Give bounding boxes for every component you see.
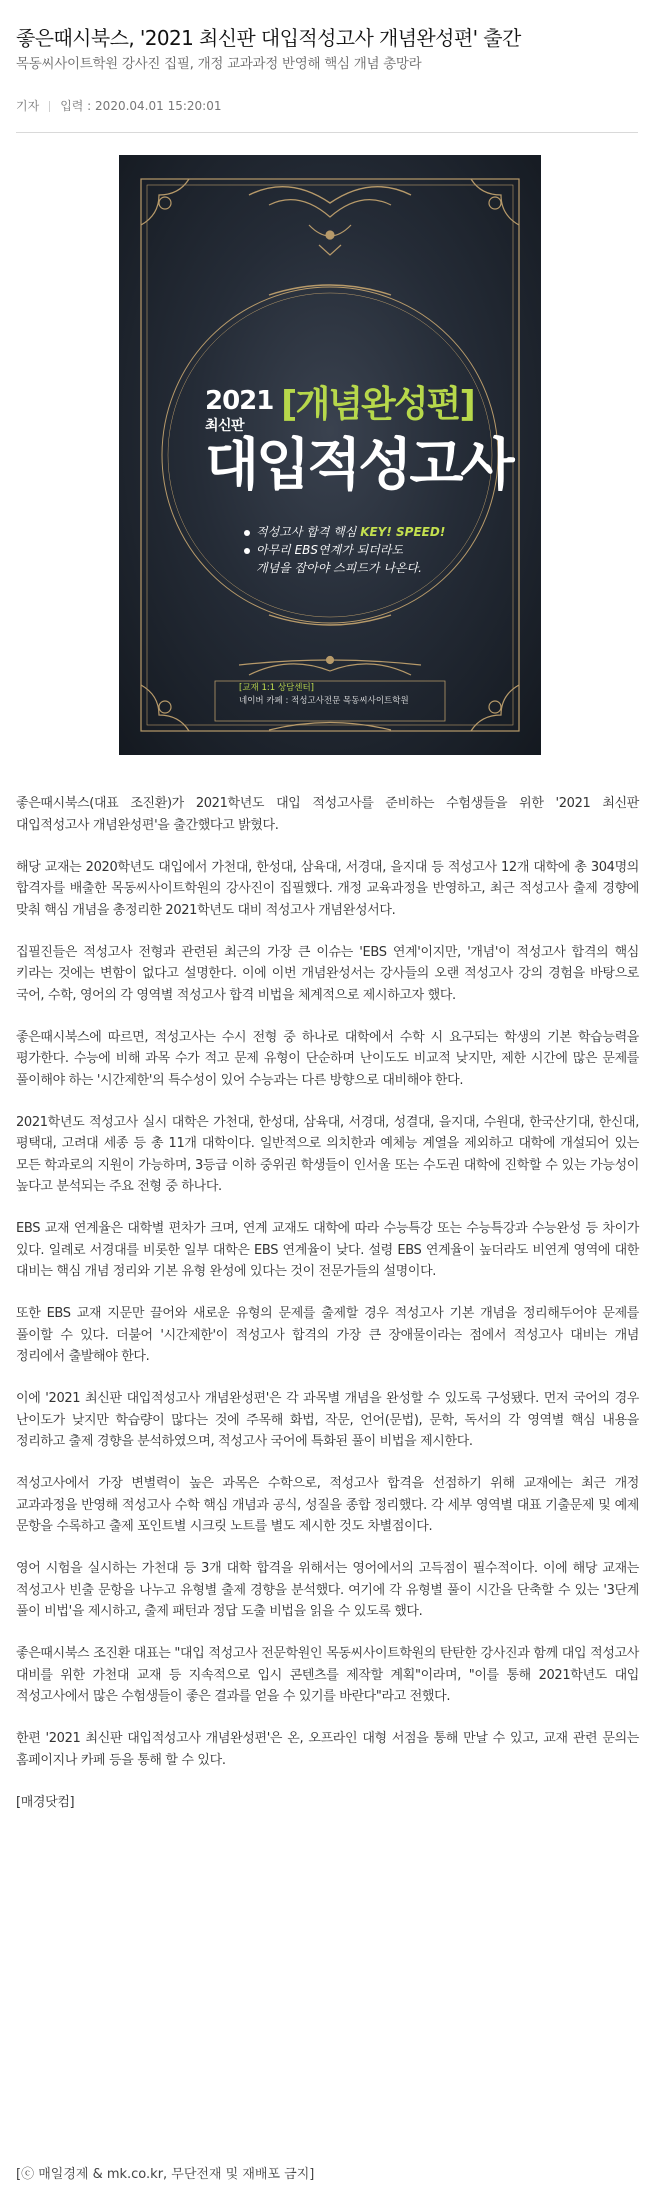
article-paragraph: 한편 '2021 최신판 대입적성고사 개념완성편'은 온, 오프라인 대형 서점을 통해 만날 수 있고, 교재 관련 문의는 홈페이지나 카페 등을 통해 할 수 있다. xyxy=(16,1731,639,1768)
cover-footer xyxy=(239,682,409,708)
cover-edition: 최신판 xyxy=(205,418,245,434)
cover-series: [개념완성편] xyxy=(281,384,474,425)
cover-bullet-1 xyxy=(244,523,445,541)
source-credit: [매경닷컴] xyxy=(16,1794,75,1810)
article-paragraph: 해당 교재는 2020학년도 대입에서 가천대, 한성대, 삼육대, 서경대, 을지대 등 적성고사 12개 대학에 총 304명의 합격자를 배출한 목동씨사이트학원의 강사진이 집필했다. 개정 교육과정을 반영하고, 최근 적성고사 출제 경향에 맞춰 핵심 개념을 총정리한 2021학년도 대비 적성고사 개념완성서다. xyxy=(16,859,639,918)
article-paragraph: 2021학년도 적성고사 실시 대학은 가천대, 한성대, 삼육대, 서경대, 성결대, 을지대, 수원대, 한국산기대, 한신대, 평택대, 고려대 세종 등 총 11개 대학이다. 일반적으로 의치한과 예체능 계열을 제외하고 대학에 개설되어 있는 모든 학과로의 지원이 가능하며, 3등급 이하 중위권 학생들이 인서울 또는 수도권 대학에 진학할 수 있는 가능성이 높다고 분석되는 주요 전형 중 하나다. xyxy=(16,1114,639,1194)
meta-separator xyxy=(49,101,50,112)
bullet-dot-icon xyxy=(244,548,250,554)
cover-main-title: 대입적성고사 xyxy=(205,433,512,498)
book-cover-image xyxy=(119,155,541,755)
article-subtitle: 목동씨사이트학원 강사진 집필, 개정 교과과정 반영해 핵심 개념 총망라 xyxy=(16,56,422,72)
cover-footer-tag: [교재 1:1 상담센터] xyxy=(239,683,314,693)
cover-bullet-2 xyxy=(244,541,445,559)
cover-text xyxy=(119,155,541,755)
cover-footer-cafe: 네이버 카페 : 적성고사전문 목동씨사이트학원 xyxy=(239,696,409,706)
article-paragraph: 좋은때시북스(대표 조진환)가 2021학년도 대입 적성고사를 준비하는 수험생들을 위한 '2021 최신판 대입적성고사 개념완성편'을 출간했다고 밝혔다. xyxy=(16,796,639,833)
cover-year: 2021 xyxy=(205,386,274,416)
publish-date: 입력 : 2020.04.01 15:20:01 xyxy=(60,99,222,113)
article-paragraph: 영어 시험을 실시하는 가천대 등 3개 대학 합격을 위해서는 영어에서의 고득점이 필수적이다. 이에 해당 교재는 적성고사 빈출 문항을 나누고 유형별 출제 경향을 분석했다. 여기에 각 유형별 풀이 시간을 단축할 수 있는 '3단계 풀이 비법'을 제시하고, 출제 패턴과 정답 도출 비법을 읽을 수 있도록 했다. xyxy=(16,1561,639,1619)
bullet-2-line-2: 개념을 잡아야 스피드가 나온다. xyxy=(256,561,422,575)
article-body xyxy=(16,793,639,1834)
article-paragraph: 집필진들은 적성고사 전형과 관련된 최근의 가장 큰 이슈는 'EBS 연계'이지만, '개념'이 적성고사 합격의 핵심 키라는 것에는 변함이 없다고 설명한다. 이에 이번 개념완성서는 강사들의 오랜 적성고사 강의 경험을 바탕으로 국어, 수학, 영어의 각 영역별 적성고사 합격 비법을 체계적으로 제시하고자 했다. xyxy=(16,944,639,1003)
article-meta xyxy=(16,97,221,115)
bullet-2-line-1: 아무리 EBS연계가 되더라도 xyxy=(256,543,403,557)
article-paragraph: 이에 '2021 최신판 대입적성고사 개념완성편'은 각 과목별 개념을 완성할 수 있도록 구성됐다. 먼저 국어의 경우 난이도가 낮지만 학습량이 많다는 것에 주목해 화법, 작문, 언어(문법), 문학, 독서의 각 영역별 핵심 내용을 정리하고 출제 경향을 분석하였으며, 적성고사 국어에 특화된 풀이 비법을 제시한다. xyxy=(16,1391,639,1449)
article-paragraph: 적성고사에서 가장 변별력이 높은 과목은 수학으로, 적성고사 합격을 선점하기 위해 교재에는 최근 개정 교과과정을 반영해 적성고사 수학 핵심 개념과 공식, 성질을 종합 정리했다. 각 세부 영역별 대표 기출문제 및 예제 문항을 수록하고 출제 포인트별 시크릿 노트를 별도 제시한 것도 차별점이다. xyxy=(16,1476,639,1534)
cover-bullets xyxy=(244,523,445,577)
article-title: 좋은때시북스, '2021 최신판 대입적성고사 개념완성편' 출간 xyxy=(16,26,521,51)
bullet-1-highlight: KEY! SPEED! xyxy=(360,525,446,539)
bullet-dot-icon xyxy=(244,530,250,536)
header-divider xyxy=(16,132,638,133)
article-paragraph: 좋은때시북스 조진환 대표는 "대입 적성고사 전문학원인 목동씨사이트학원의 탄탄한 강사진과 함께 대입 적성고사 대비를 위한 가천대 교재 등 지속적으로 입시 콘텐츠를 제작할 계획"이라며, "이를 통해 2021학년도 대입 적성고사에서 많은 수험생들이 좋은 결과를 얻을 수 있기를 바란다"라고 전했다. xyxy=(16,1646,639,1704)
bullet-1-text: 적성고사 합격 핵심 xyxy=(256,525,361,539)
article-paragraph: 또한 EBS 교재 지문만 끌어와 새로운 유형의 문제를 출제할 경우 적성고사 기본 개념을 정리해두어야 문제를 풀이할 수 있다. 더불어 '시간제한'이 적성고사 합격의 가장 큰 장애물이라는 점에서 적성고사 대비는 개념 정리에서 출발해야 한다. xyxy=(16,1306,639,1364)
copyright-notice: [ⓒ 매일경제 & mk.co.kr, 무단전재 및 재배포 금지] xyxy=(16,2167,315,2182)
author-label: 기자 xyxy=(16,99,40,113)
article-paragraph: 좋은때시북스에 따르면, 적성고사는 수시 전형 중 하나로 대학에서 수학 시 요구되는 학생의 기본 학습능력을 평가한다. 수능에 비해 과목 수가 적고 문제 유형이 단순하며 난이도도 비교적 낮지만, 제한 시간에 많은 문제를 풀이해야 하는 '시간제한'의 특수성이 있어 수능과는 다른 방향으로 대비해야 한다. xyxy=(16,1029,639,1088)
article-paragraph: EBS 교재 연계율은 대학별 편차가 크며, 연계 교재도 대학에 따라 수능특강 또는 수능특강과 수능완성 등 차이가 있다. 일례로 서경대를 비롯한 일부 대학은 EBS 연계율이 낮다. 설령 EBS 연계율이 높더라도 비연계 영역에 대한 대비는 핵심 개념 정리와 기본 유형 완성에 있다는 것이 전문가들의 설명이다. xyxy=(16,1221,639,1279)
